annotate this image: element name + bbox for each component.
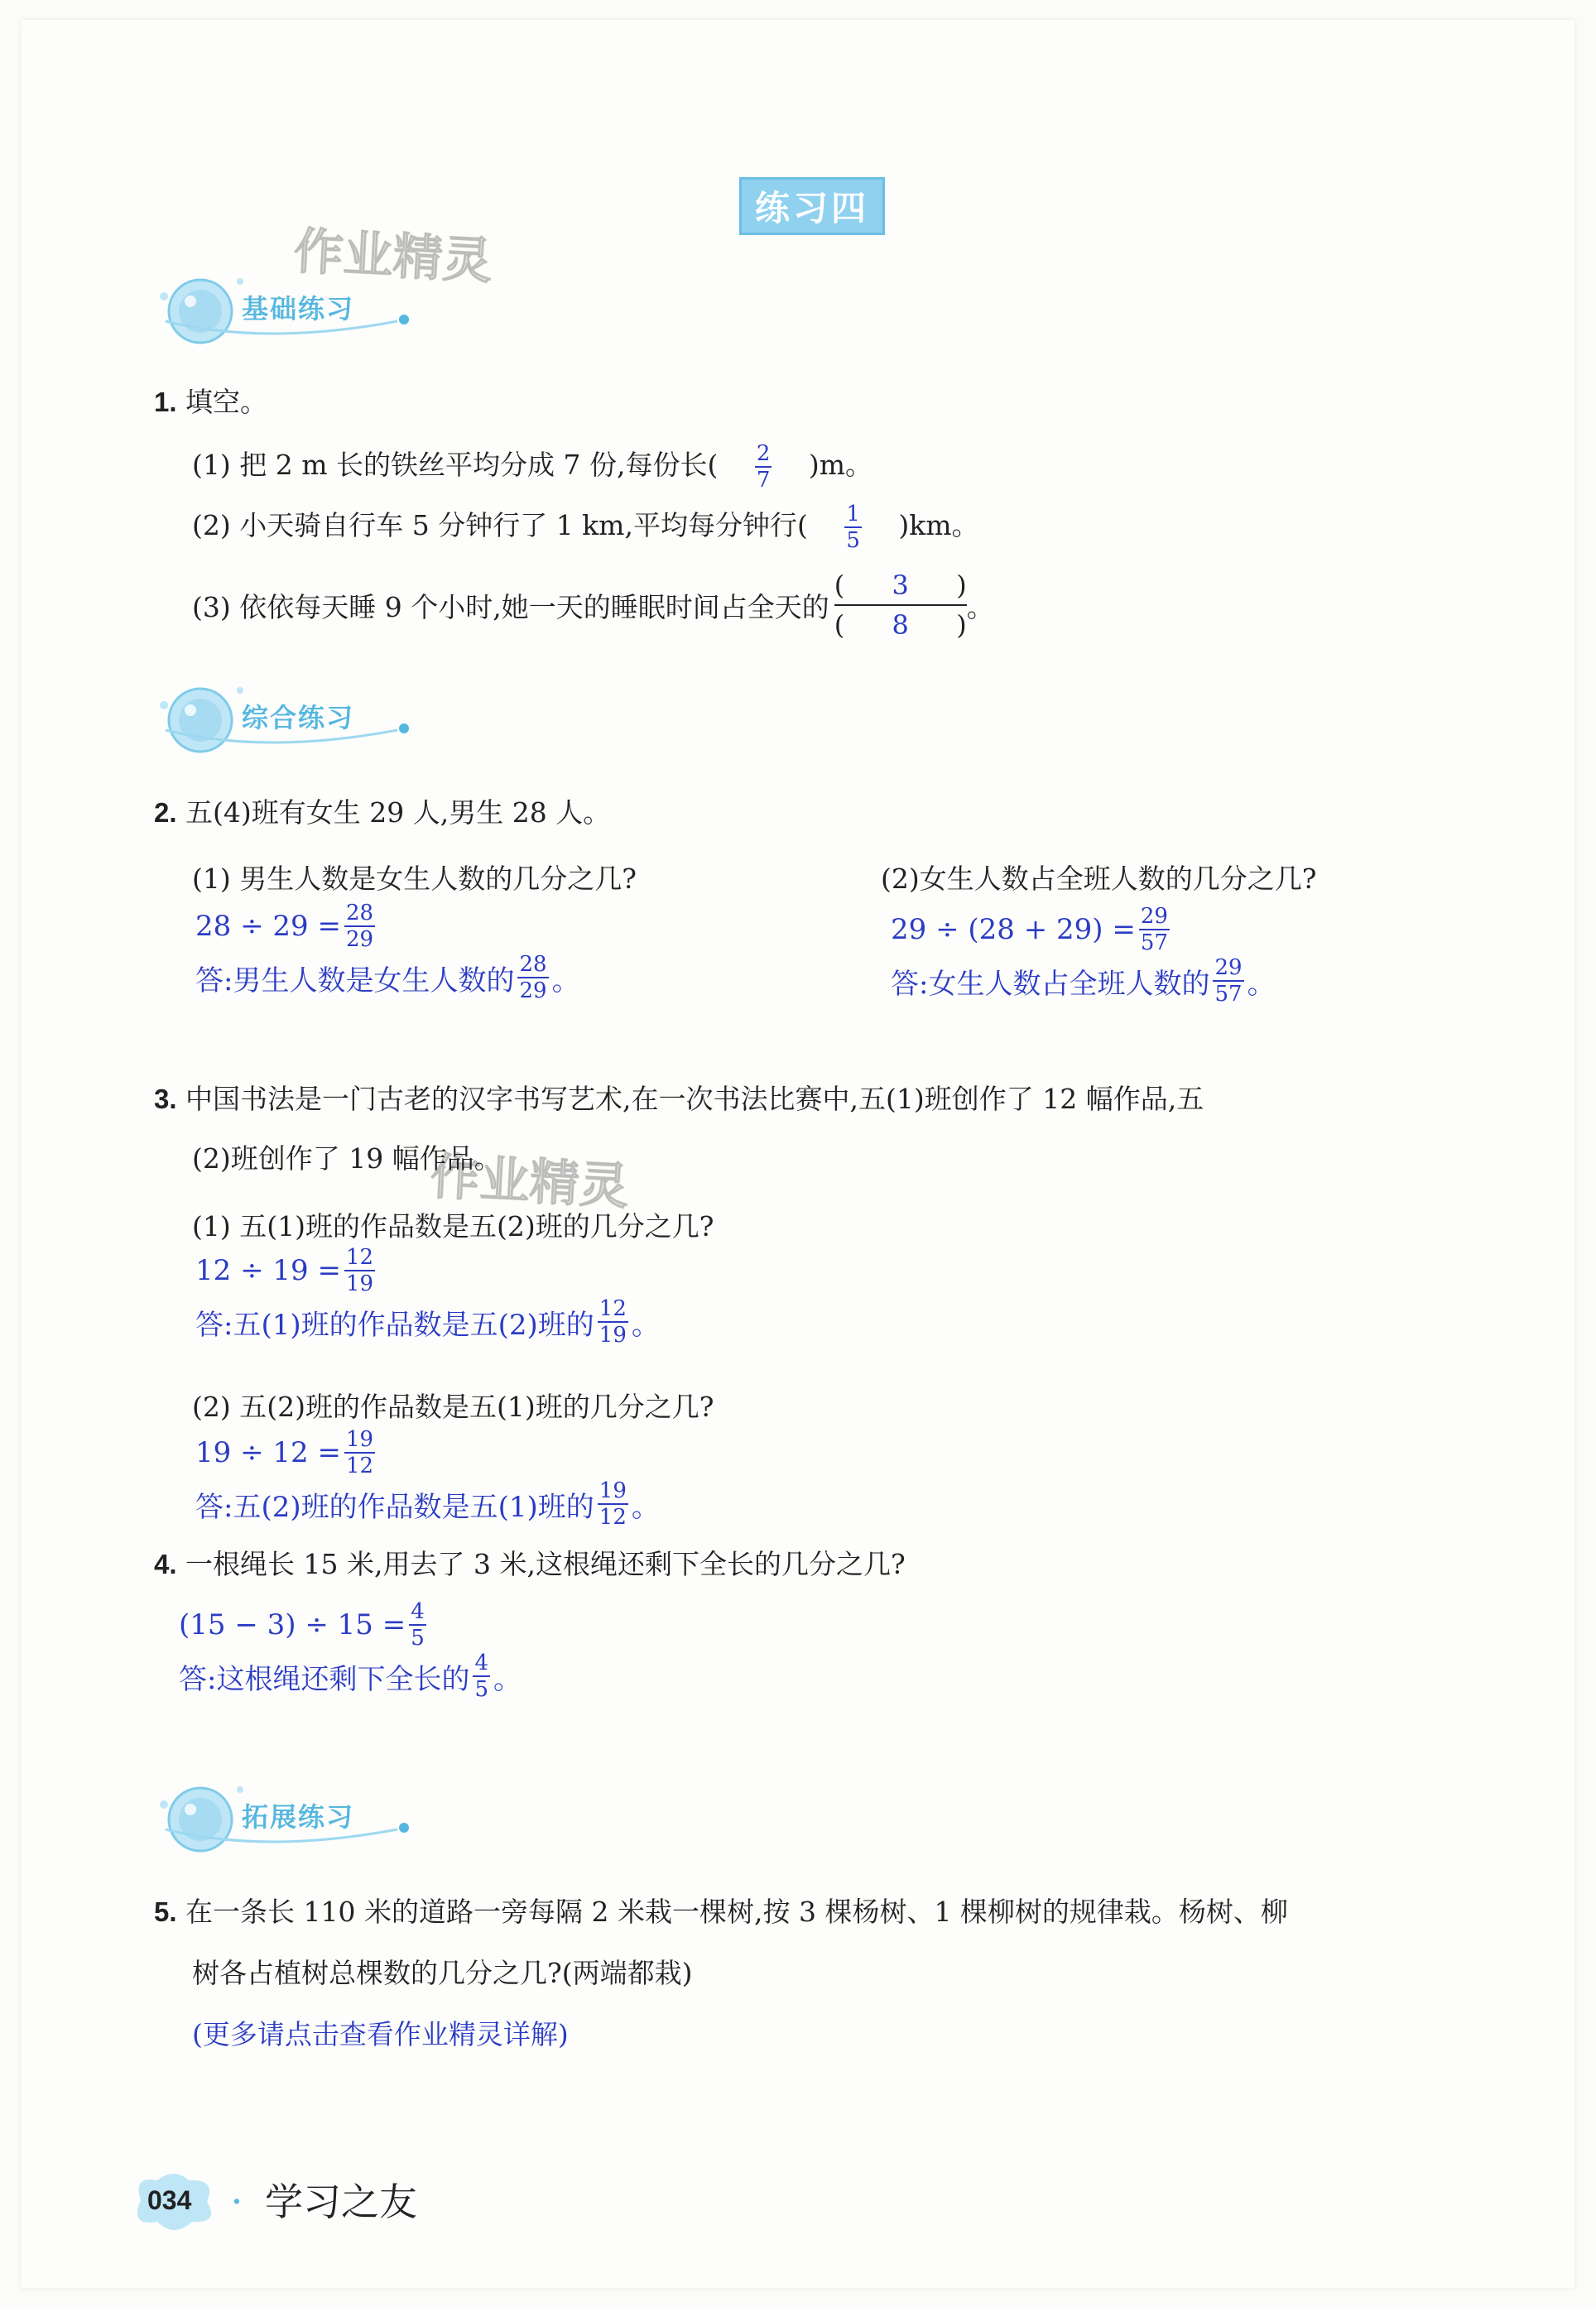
section-label: 基础练习 — [242, 293, 355, 324]
footer-dot: · — [232, 2185, 242, 2218]
q3-sub2-answer: 答:五(2)班的作品数是五(1)班的 $\frac{19}{12}$ 。 — [195, 1478, 660, 1530]
question-text: 在一条长 110 米的道路一旁每隔 2 米栽一棵树,按 3 棵杨树、1 棵柳树的规律栽。杨树、柳 — [185, 1896, 1288, 1928]
question-number: 1. — [154, 387, 177, 417]
page-number-badge — [124, 2167, 224, 2233]
more-details-link[interactable]: (更多请点击查看作业精灵详解) — [192, 2018, 569, 2050]
q2-sub2: (2)女生人数占全班人数的几分之几? — [881, 863, 1317, 895]
q2-sub1: (1) 男生人数是女生人数的几分之几? — [192, 863, 637, 895]
q2-sub2-answer: 答:女生人数占全班人数的 $\frac{29}{57}$ 。 — [891, 955, 1276, 1007]
q1-sub2 — [192, 503, 979, 551]
q2-sub2-calc: 29 ÷ (28 + 29) = $\frac{29}{57}$ — [891, 904, 1168, 955]
section-label: 综合练习 — [242, 702, 355, 733]
question-number: 2. — [154, 797, 177, 828]
q2-sub1-answer: 答:男生人数是女生人数的 $\frac{28}{29}$ 。 — [195, 952, 580, 1003]
question-1 — [154, 386, 267, 419]
q3-sub2-calc: 19 ÷ 12 = $\frac{19}{12}$ — [195, 1427, 374, 1478]
q1-sub3-period: 。 — [966, 590, 994, 623]
question-5 — [154, 1896, 1288, 1929]
q1-sub3-text: (3) 依依每天睡 9 个小时,她一天的睡眠时间占全天的 — [192, 590, 829, 623]
question-2 — [154, 796, 610, 829]
question-text: 填空。 — [185, 386, 268, 418]
question-text: 中国书法是一门古老的汉字书写艺术,在一次书法比赛中,五(1)班创作了 12 幅作品,五 — [185, 1083, 1204, 1115]
q2-sub1-calc: 28 ÷ 29 = $\frac{28}{29}$ — [195, 901, 374, 952]
question-text: 一根绳长 15 米,用去了 3 米,这根绳还剩下全长的几分之几? — [185, 1548, 906, 1580]
q1-sub1-answer: $\frac{2}{7}$ — [756, 441, 771, 493]
question-number: 3. — [154, 1084, 177, 1114]
question-4 — [154, 1548, 906, 1581]
question-3-line2: (2)班创作了 19 幅作品。 — [192, 1142, 502, 1175]
question-3 — [154, 1083, 1204, 1116]
section-badge-combined — [149, 672, 480, 763]
q1-sub1-unit: )m。 — [808, 449, 873, 481]
brand-logo: 学习之友 — [265, 2180, 417, 2224]
q4-answer: 答:这根绳还剩下全长的 $\frac{4}{5}$ 。 — [179, 1651, 522, 1702]
watermark: 作业精灵 — [429, 1147, 631, 1217]
watermark: 作业精灵 — [292, 222, 494, 291]
q1-sub2-unit: )km。 — [898, 509, 979, 541]
q1-sub1 — [192, 443, 873, 491]
q1-sub3 — [192, 570, 994, 641]
question-number: 5. — [154, 1896, 177, 1927]
question-text: 五(4)班有女生 29 人,男生 28 人。 — [185, 796, 611, 829]
q1-sub2-answer: $\frac{1}{5}$ — [846, 502, 860, 553]
section-badge-extended — [149, 1771, 480, 1862]
question-number: 4. — [154, 1549, 177, 1579]
section-label: 拓展练习 — [242, 1801, 355, 1833]
q3-sub2: (2) 五(2)班的作品数是五(1)班的几分之几? — [192, 1391, 714, 1423]
q1-sub1-text: (1) 把 2 m 长的铁丝平均分成 7 份,每份长( — [192, 449, 719, 481]
question-5-line2: 树各占植树总棵数的几分之几?(两端都栽) — [192, 1957, 693, 1989]
page-title: 练习四 — [739, 177, 885, 235]
q3-sub1: (1) 五(1)班的作品数是五(2)班的几分之几? — [192, 1210, 714, 1242]
q3-sub1-answer: 答:五(1)班的作品数是五(2)班的 $\frac{12}{19}$ 。 — [195, 1296, 660, 1348]
page-number: 034 — [147, 2185, 192, 2215]
q4-calc: (15 − 3) ÷ 15 = $\frac{4}{5}$ — [179, 1599, 425, 1651]
q1-sub3-answer: ( 3 ) ( 8 ) — [834, 570, 967, 641]
q1-sub2-text: (2) 小天骑自行车 5 分钟行了 1 km,平均每分钟行( — [192, 509, 808, 541]
q3-sub1-calc: 12 ÷ 19 = $\frac{12}{19}$ — [195, 1245, 374, 1296]
section-badge-basic — [149, 263, 480, 354]
